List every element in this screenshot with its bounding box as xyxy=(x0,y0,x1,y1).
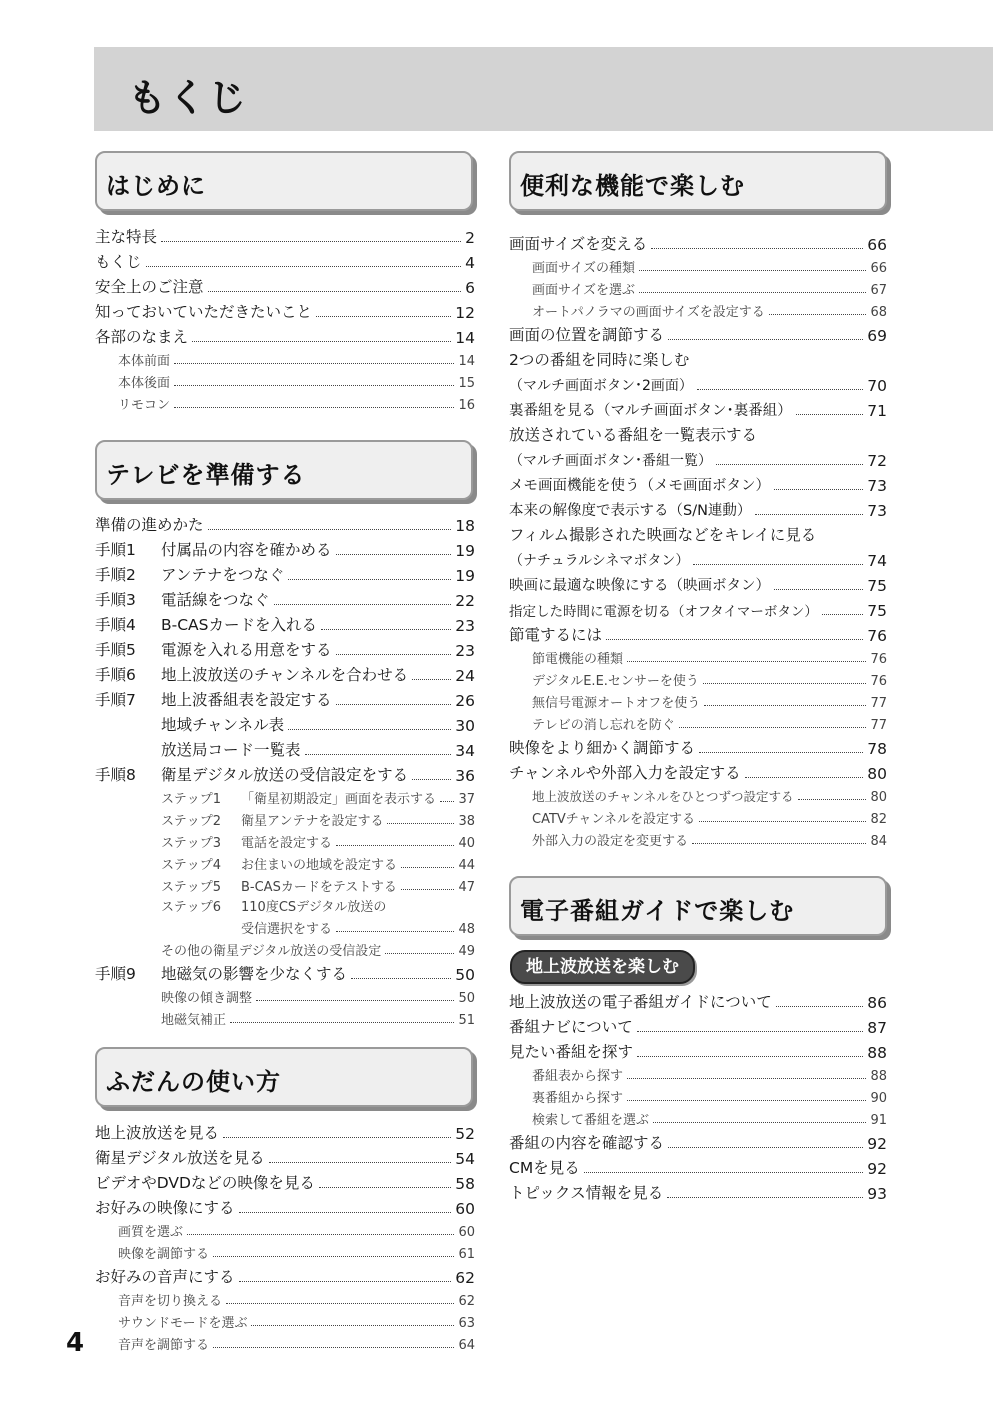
toc-entry[interactable]: 映画に最適な映像にする（映画ボタン） 75 xyxy=(509,577,887,595)
toc-entry[interactable]: 各部のなまえ 14 xyxy=(95,328,475,347)
toc-substep[interactable]: ステップ6 110度CSデジタル放送の xyxy=(161,900,387,915)
toc-entry[interactable]: 地上波放送を見る 52 xyxy=(95,1124,475,1143)
toc-step[interactable]: 放送局コード一覧表 34 xyxy=(161,741,475,760)
toc-step[interactable]: 手順5 電源を入れる用意をする 23 xyxy=(95,641,475,660)
section-features xyxy=(509,151,887,211)
toc-subentry[interactable]: 検索して番組を選ぶ 91 xyxy=(532,1113,887,1128)
toc-entry[interactable]: ビデオやDVDなどの映像を見る 58 xyxy=(95,1174,475,1193)
section-features-title: 便利な機能で楽しむ xyxy=(520,172,745,200)
toc-prep xyxy=(95,510,475,1028)
page-header xyxy=(94,47,993,131)
toc-entry[interactable]: 放送されている番組を一覧表示する xyxy=(509,426,758,444)
toc-substep[interactable]: ステップ1 「衛星初期設定」画面を表示する 37 xyxy=(161,792,475,807)
toc-subentry[interactable]: テレビの消し忘れを防ぐ 77 xyxy=(532,718,887,733)
toc-entry[interactable]: 衛星デジタル放送を見る 54 xyxy=(95,1149,475,1168)
toc-intro xyxy=(95,222,475,413)
toc-entry[interactable]: CMを見る 92 xyxy=(509,1159,887,1178)
toc-entry[interactable]: 見たい番組を探す 88 xyxy=(509,1043,887,1062)
page-title: もくじ xyxy=(128,76,249,120)
toc-subentry[interactable]: 裏番組から探す 90 xyxy=(532,1091,887,1106)
toc-entry[interactable]: 映像をより細かく調節する 78 xyxy=(509,739,887,758)
toc-step[interactable]: 手順6 地上波放送のチャンネルを合わせる 24 xyxy=(95,666,475,685)
toc-subentry[interactable]: 画面サイズの種類 66 xyxy=(532,261,887,276)
toc-entry[interactable]: お好みの映像にする 60 xyxy=(95,1199,475,1218)
toc-entry[interactable]: チャンネルや外部入力を設定する 80 xyxy=(509,764,887,783)
toc-entry[interactable]: お好みの音声にする 62 xyxy=(95,1268,475,1287)
toc-subentry[interactable]: 本体後面 15 xyxy=(118,376,475,391)
toc-step[interactable]: 手順7 地上波番組表を設定する 26 xyxy=(95,691,475,710)
page-number: 4 xyxy=(66,1328,85,1358)
toc-entry-cont[interactable]: （マルチ画面ボタン･2画面） 70 xyxy=(509,377,887,395)
section-prep-title: テレビを準備する xyxy=(106,461,306,489)
toc-subentry[interactable]: 本体前面 14 xyxy=(118,354,475,369)
toc-step[interactable]: 手順3 電話線をつなぐ 22 xyxy=(95,591,475,610)
toc-entry[interactable]: 節電するには 76 xyxy=(509,626,887,645)
section-epg xyxy=(509,876,887,936)
toc-subentry[interactable]: デジタルE.E.センサーを使う 76 xyxy=(532,674,887,689)
toc-entry[interactable]: 知っておいていただきたいこと 12 xyxy=(95,303,475,322)
toc-subentry[interactable]: 映像を調節する 61 xyxy=(118,1247,475,1262)
toc-subentry[interactable]: リモコン 16 xyxy=(118,398,475,413)
toc-subentry[interactable]: 外部入力の設定を変更する 84 xyxy=(532,834,887,849)
toc-subentry[interactable]: 地上波放送のチャンネルをひとつずつ設定する 80 xyxy=(532,789,887,805)
toc-step[interactable]: 手順8 衛星デジタル放送の受信設定をする 36 xyxy=(95,766,475,785)
toc-subentry[interactable]: 番組表から探す 88 xyxy=(532,1069,887,1084)
toc-step[interactable]: 手順2 アンテナをつなぐ 19 xyxy=(95,566,475,585)
toc-entry[interactable]: 本来の解像度で表示する（S/N連動） 73 xyxy=(509,502,887,520)
toc-subentry[interactable]: オートパノラマの画面サイズを設定する 68 xyxy=(532,305,887,320)
toc-subentry[interactable]: 音声を調節する 64 xyxy=(118,1338,475,1353)
toc-entry[interactable]: トピックス情報を見る 93 xyxy=(509,1184,887,1203)
toc-substep[interactable]: ステップ4 お住まいの地域を設定する 44 xyxy=(161,858,475,873)
section-prep xyxy=(95,440,473,500)
toc-daily xyxy=(95,1118,475,1353)
toc-entry[interactable]: 画面の位置を調節する 69 xyxy=(509,326,887,345)
toc-entry-cont[interactable]: （マルチ画面ボタン･番組一覧） 72 xyxy=(509,452,887,470)
toc-entry[interactable]: 地上波放送の電子番組ガイドについて 86 xyxy=(509,993,887,1012)
toc-subentry[interactable]: 画面サイズを選ぶ 67 xyxy=(532,283,887,298)
toc-subentry[interactable]: サウンドモードを選ぶ 63 xyxy=(118,1316,475,1331)
toc-entry[interactable]: 番組ナビについて 87 xyxy=(509,1018,887,1037)
toc-step[interactable]: 手順4 B-CASカードを入れる 23 xyxy=(95,616,475,635)
toc-entry[interactable]: 準備の進めかた 18 xyxy=(95,516,475,535)
toc-entry[interactable]: 裏番組を見る（マルチ画面ボタン･裏番組） 71 xyxy=(509,402,887,420)
section-daily-title: ふだんの使い方 xyxy=(106,1068,281,1096)
toc-subentry[interactable]: 無信号電源オートオフを使う 77 xyxy=(532,696,887,711)
toc-entry[interactable]: フィルム撮影された映画などをキレイに見る xyxy=(509,526,817,544)
toc-entry[interactable]: 指定した時間に電源を切る（オフタイマーボタン） 75 xyxy=(509,602,887,620)
toc-substep[interactable]: 受信選択をする 48 xyxy=(241,922,475,937)
section-daily xyxy=(95,1047,473,1107)
toc-entry-cont[interactable]: （ナチュラルシネマボタン） 74 xyxy=(509,552,887,570)
toc-subentry[interactable]: CATVチャンネルを設定する 82 xyxy=(532,812,887,827)
section-intro xyxy=(95,151,473,211)
toc-subentry[interactable]: 節電機能の種類 76 xyxy=(532,652,887,667)
subsection-terrestrial-badge: 地上波放送を楽しむ xyxy=(510,950,695,984)
toc-substep[interactable]: ステップ3 電話を設定する 40 xyxy=(161,836,475,851)
section-intro-title: はじめに xyxy=(106,172,206,200)
toc-step[interactable]: 手順9 地磁気の影響を少なくする 50 xyxy=(95,965,475,984)
toc-entry[interactable]: メモ画面機能を使う（メモ画面ボタン） 73 xyxy=(509,477,887,495)
toc-entry[interactable]: もくじ 4 xyxy=(95,253,475,272)
toc-subentry[interactable]: 音声を切り換える 62 xyxy=(118,1294,475,1309)
toc-entry[interactable]: 2つの番組を同時に楽しむ xyxy=(509,351,690,369)
toc-step[interactable]: 手順1 付属品の内容を確かめる 19 xyxy=(95,541,475,560)
toc-entry[interactable]: 安全上のご注意 6 xyxy=(95,278,475,297)
toc-entry[interactable]: 画面サイズを変える 66 xyxy=(509,235,887,254)
toc-substep[interactable]: ステップ2 衛星アンテナを設定する 38 xyxy=(161,814,475,829)
toc-subentry[interactable]: 画質を選ぶ 60 xyxy=(118,1225,475,1240)
toc-substep[interactable]: その他の衛星デジタル放送の受信設定 49 xyxy=(161,944,475,959)
toc-step[interactable]: 地域チャンネル表 30 xyxy=(161,716,475,735)
toc-substep[interactable]: ステップ5 B-CASカードをテストする 47 xyxy=(161,880,475,895)
toc-entry[interactable]: 主な特長 2 xyxy=(95,228,475,247)
toc-features xyxy=(509,229,887,849)
section-epg-title: 電子番組ガイドで楽しむ xyxy=(520,897,795,925)
toc-substep[interactable]: 地磁気補正 51 xyxy=(161,1013,475,1028)
toc-entry[interactable]: 番組の内容を確認する 92 xyxy=(509,1134,887,1153)
toc-substep[interactable]: 映像の傾き調整 50 xyxy=(161,991,475,1006)
toc-epg xyxy=(509,987,887,1203)
